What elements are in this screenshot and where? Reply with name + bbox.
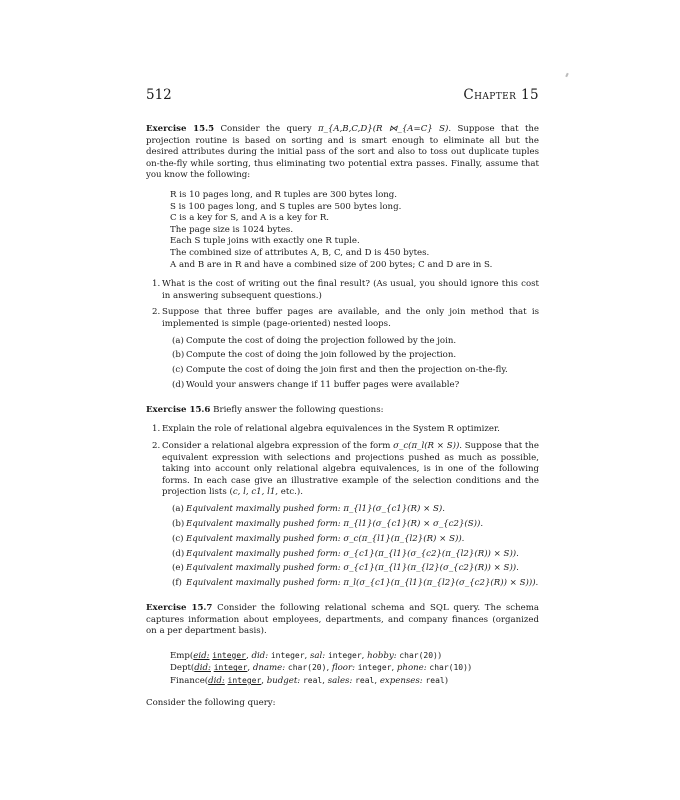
intro-text: Consider the following relational schema and SQL query. The schema captures information about employees, departments, and company finances (organized on a per department basis). — [146, 602, 539, 637]
given-facts — [170, 190, 539, 271]
attr-name: did: — [208, 675, 225, 686]
subquestion-label: (a) — [172, 335, 184, 346]
subquestion-label: (b) — [172, 350, 185, 361]
page-body — [146, 124, 539, 709]
subquestion-text: Would your answers change if 11 buffer pages were available? — [186, 380, 460, 391]
fact-line: C is a key for S, and A is a key for R. — [170, 213, 330, 224]
exercise-title: Exercise 15.6 — [146, 404, 211, 415]
relation-name: Dept( — [170, 663, 195, 674]
subquestion-label: (d) — [172, 380, 185, 391]
schema-finance: Finance(did: integer, budget: real, sales: real, expenses: real) — [170, 675, 449, 686]
question-number: 1. — [152, 279, 161, 290]
attr-type: char(10) — [429, 663, 468, 673]
form-prefix: Equivalent maximally pushed form: — [186, 533, 341, 544]
form-label: (a) — [172, 503, 184, 514]
form-label: (d) — [172, 548, 185, 559]
question-text: What is the cost of writing out the final result? (As usual, you should ignore this cost in answering subsequent questions.) — [162, 279, 539, 301]
closing-line — [146, 698, 539, 710]
form-list — [162, 504, 539, 590]
form-expression: σ_{c1}(π_{l1}(σ_{c2}(π_{l2}(R)) × S)). — [343, 548, 519, 559]
attr-type: integer — [357, 663, 392, 673]
form-prefix: Equivalent maximally pushed form: — [186, 563, 341, 574]
form-expression: π_l(σ_{c1}(π_{l1}(π_{l2}(σ_{c2}(R)) × S))). — [343, 578, 539, 589]
intro-text-cont: . Suppose that the projection routine is based on sorting and is smart enough to eliminate all but the desired attributes during the initial pass of the sort and also to toss out duplicate tuples on-the-fly while sorting, thus eliminating two potential extra passes. Finally, assume that you know the following: — [146, 124, 540, 181]
fact-line: The combined size of attributes A, B, C, and D is 450 bytes. — [170, 247, 430, 258]
exercise-15-6-questions — [146, 424, 539, 590]
attr-type: integer — [212, 650, 246, 660]
schema-emp: Emp(eid: integer, did: integer, sal: integer, hobby: char(20)) — [170, 650, 442, 661]
exercise-title: Exercise 15.5 — [146, 124, 215, 134]
subquestion-item — [162, 380, 539, 392]
form-label: (f) — [172, 578, 182, 589]
fact-line: The page size is 1024 bytes. — [170, 224, 294, 235]
scan-speck — [565, 73, 569, 77]
form-item — [162, 563, 539, 575]
attr-name: sales: — [327, 675, 353, 686]
attr-name: sal: — [310, 650, 326, 661]
subquestion-list — [162, 336, 539, 392]
question-item — [146, 279, 539, 302]
page-header — [146, 87, 539, 105]
exercise-15-7-intro — [146, 603, 539, 638]
form-prefix: Equivalent maximally pushed form: — [186, 518, 341, 529]
attr-name: hobby: — [367, 650, 397, 661]
question-text: Explain the role of relational algebra equivalences in the System R optimizer. — [162, 424, 500, 435]
question-number: 2. — [152, 307, 161, 318]
attr-type: real — [302, 675, 323, 685]
form-prefix: Equivalent maximally pushed form: — [186, 503, 341, 514]
fact-line: Each S tuple joins with exactly one R tuple. — [170, 236, 360, 247]
question-text-cont: . Suppose that the equivalent expression with selections and projections pushed as much as possible, taking into account only relational algebra equivalences, is in one of the following forms. In each case give an illustrative example of the selection conditions and the projection lists ( — [162, 440, 539, 498]
query-expression: π_{A,B,C,D}(R ⋈_{A=C} S) — [317, 124, 449, 134]
subquestion-item — [162, 336, 539, 348]
attr-type: integer — [227, 675, 262, 685]
question-text: Consider a relational algebra expression of the form — [162, 440, 394, 451]
attr-name: expenses: — [379, 675, 423, 686]
attr-name: budget: — [266, 675, 301, 686]
exercise-title: Exercise 15.7 — [146, 602, 213, 613]
page-number: 512 — [146, 87, 172, 103]
question-lists: c, l, c1, l1, — [232, 487, 279, 498]
question-item — [146, 424, 539, 436]
attr-name: floor: — [331, 663, 355, 674]
subquestion-item — [162, 365, 539, 377]
attr-type: integer — [270, 650, 305, 660]
question-number: 2. — [152, 440, 161, 451]
exercise-15-5-intro — [146, 124, 539, 182]
form-item — [162, 549, 539, 561]
fact-line: S is 100 pages long, and S tuples are 500 bytes long. — [170, 201, 402, 212]
form-item — [162, 519, 539, 531]
attr-name: dname: — [252, 663, 286, 674]
form-item — [162, 578, 539, 590]
form-label: (c) — [172, 533, 184, 544]
subquestion-text: Compute the cost of doing the projection followed by the join. — [186, 335, 457, 346]
attr-type: integer — [327, 650, 362, 660]
closing-text: Consider the following query: — [146, 697, 276, 708]
attr-type: real — [355, 675, 375, 685]
intro-text: Briefly answer the following questions: — [213, 404, 384, 415]
chapter-number: 15 — [521, 87, 539, 103]
attr-type: integer — [213, 663, 248, 673]
relation-close: ) — [437, 650, 442, 661]
form-expression: σ_{c1}(π_{l1}(π_{l2}(σ_{c2}(R)) × S)). — [343, 563, 519, 574]
relation-close: ) — [467, 663, 472, 674]
form-item — [162, 504, 539, 516]
relational-schema — [170, 650, 539, 688]
form-expression: π_{l1}(σ_{c1}(R) × σ_{c2}(S)). — [343, 518, 484, 529]
relation-name: Emp( — [170, 650, 194, 661]
fact-line: A and B are in R and have a combined size of 200 bytes; C and D are in S. — [170, 259, 493, 270]
form-prefix: Equivalent maximally pushed form: — [186, 578, 341, 589]
form-prefix: Equivalent maximally pushed form: — [186, 548, 341, 559]
form-expression: σ_c(π_{l1}(π_{l2}(R) × S)). — [343, 533, 465, 544]
attr-type: char(20) — [287, 663, 327, 673]
question-expression: σ_c(π_l(R × S)) — [393, 440, 460, 451]
form-label: (b) — [172, 518, 185, 529]
question-text: Suppose that three buffer pages are available, and the only join method that is implemented is simple (page-oriented) nested loops. — [162, 307, 539, 329]
subquestion-text: Compute the cost of doing the join first and then the projection on-the-fly. — [186, 365, 508, 376]
schema-dept: Dept(did: integer, dname: char(20), floor: integer, phone: char(10)) — [170, 663, 472, 674]
attr-name: eid: — [193, 650, 210, 661]
fact-line: R is 10 pages long, and R tuples are 300 bytes long. — [170, 189, 398, 200]
attr-name: phone: — [396, 663, 427, 674]
relation-close: ) — [444, 675, 449, 686]
attr-type: real — [425, 675, 445, 685]
question-item — [146, 307, 539, 391]
subquestion-text: Compute the cost of doing the join followed by the projection. — [186, 350, 457, 361]
attr-name: did: — [251, 650, 269, 661]
form-item — [162, 534, 539, 546]
form-expression: π_{l1}(σ_{c1}(R) × S). — [343, 503, 445, 514]
subquestion-label: (c) — [172, 365, 184, 376]
intro-text: Consider the query — [220, 124, 318, 134]
exercise-15-5-questions — [146, 279, 539, 392]
question-text-end: etc.). — [278, 487, 303, 498]
chapter-label: Chapter — [463, 87, 517, 103]
question-number: 1. — [152, 424, 161, 435]
relation-name: Finance( — [170, 675, 209, 686]
attr-type: char(20) — [399, 650, 438, 660]
running-head — [463, 87, 539, 103]
question-item — [146, 441, 539, 590]
subquestion-item — [162, 350, 539, 362]
attr-name: did: — [194, 663, 211, 674]
exercise-15-6-intro — [146, 405, 539, 417]
form-label: (e) — [172, 563, 184, 574]
